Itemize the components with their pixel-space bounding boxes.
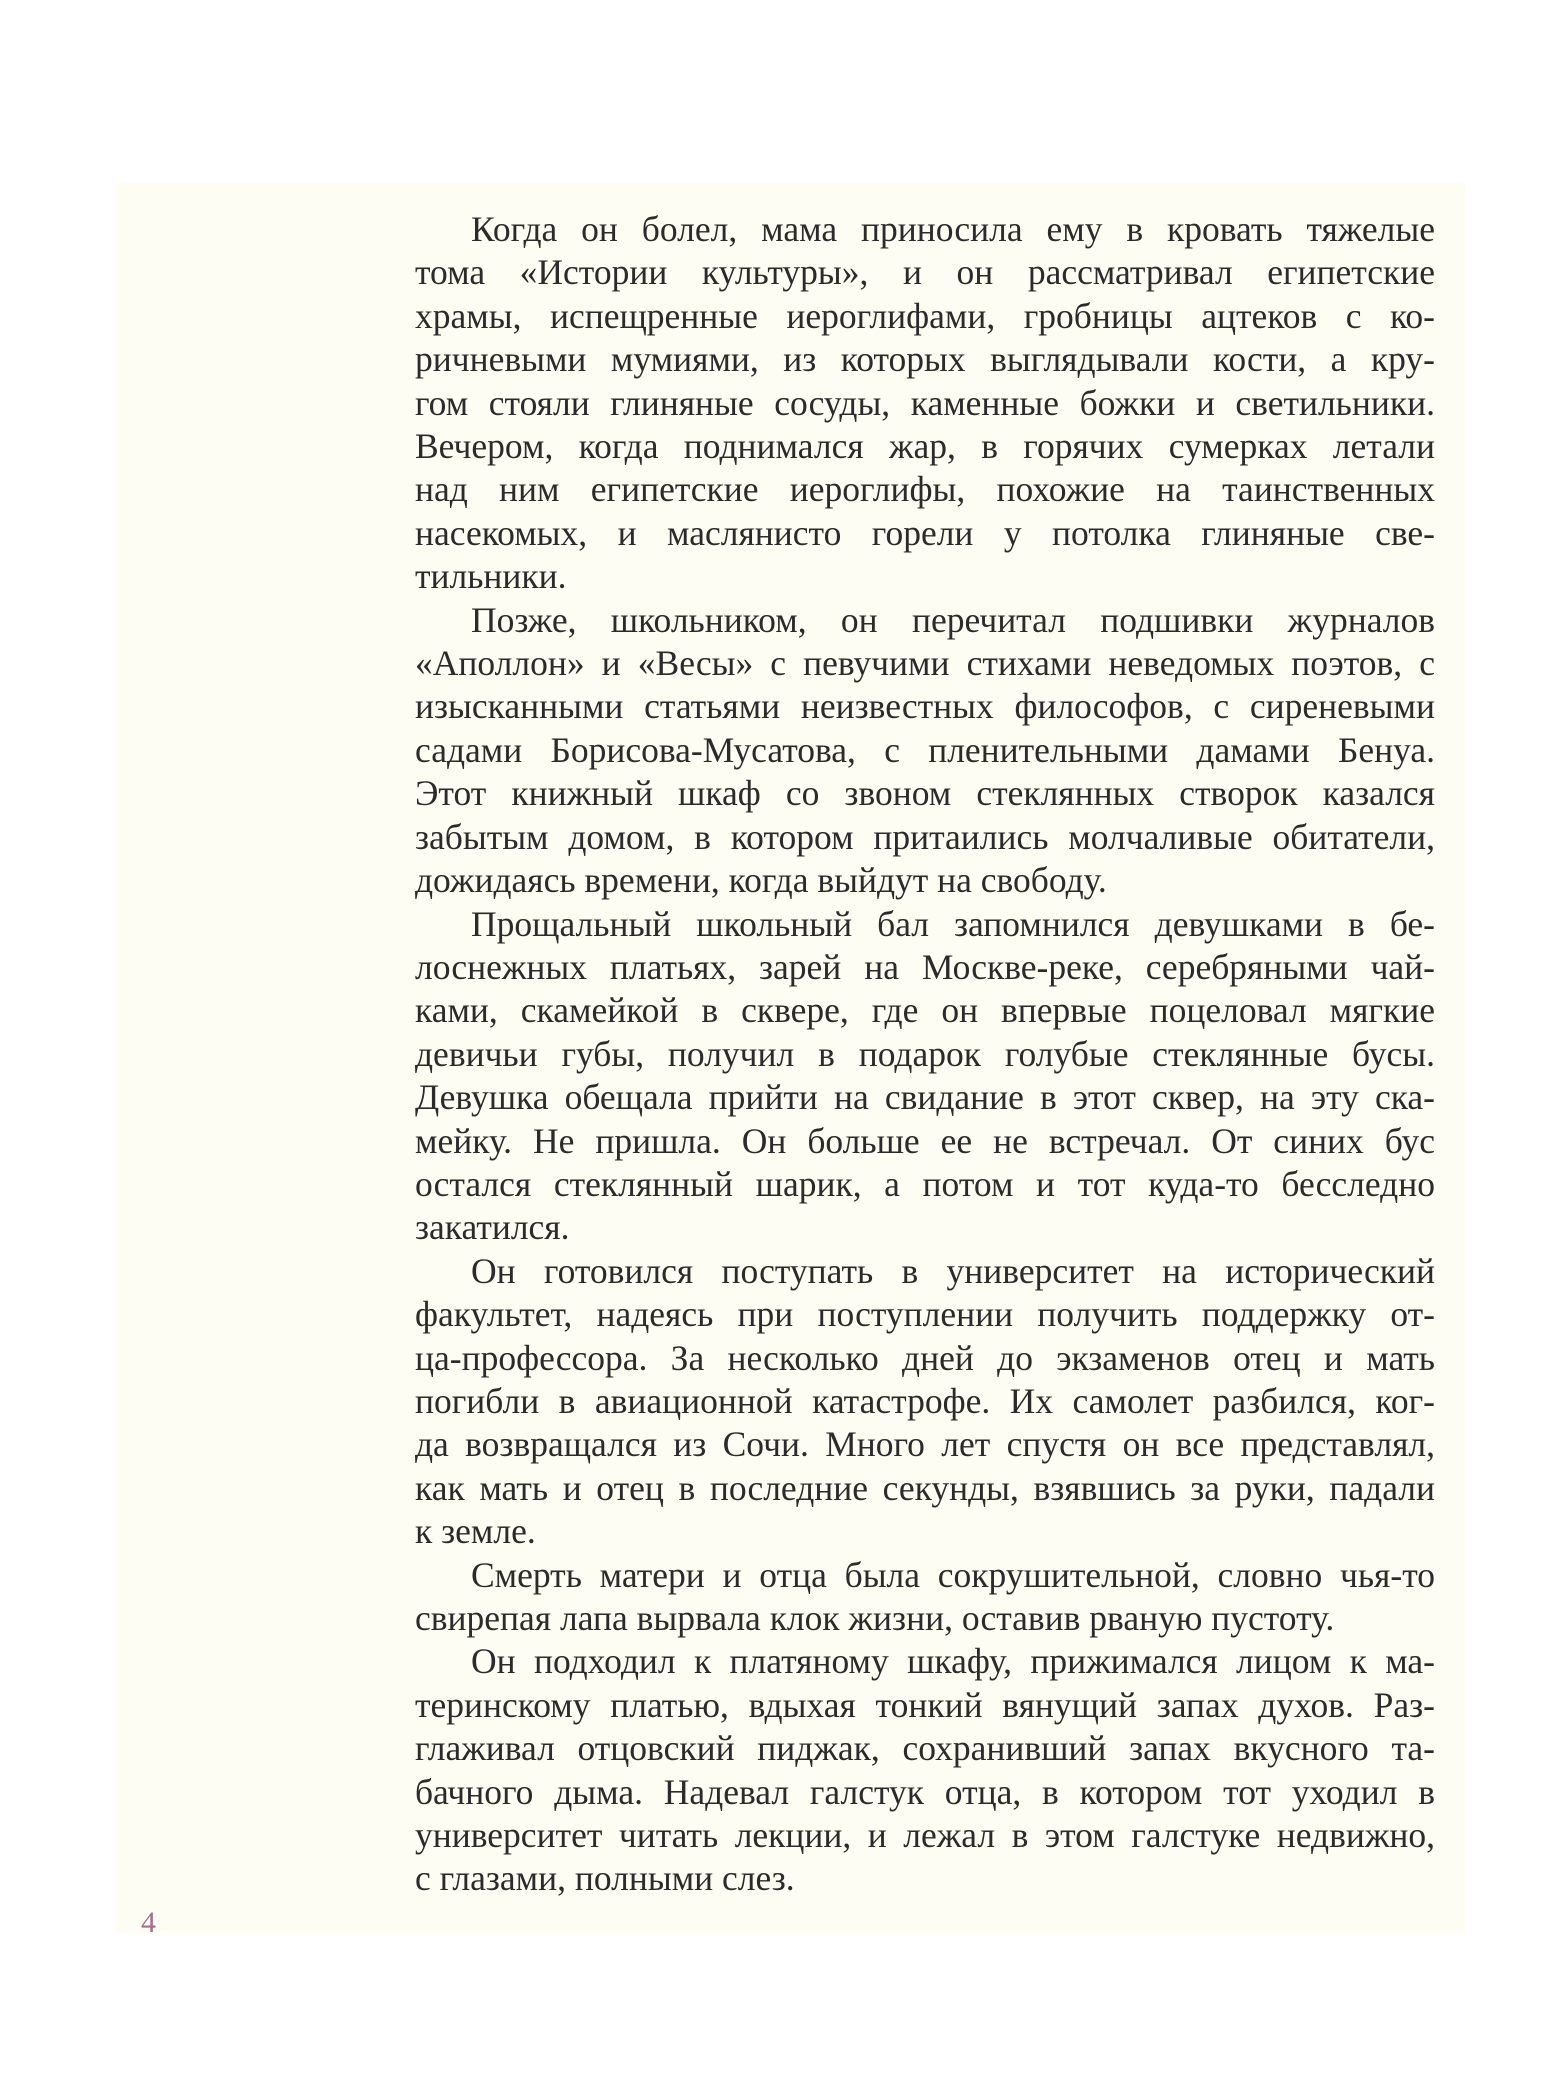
text-line: ками, скамейкой в сквере, где он впервые поцеловал мягкие xyxy=(415,990,1435,1031)
text-line: факультет, надеясь при поступлении получить поддержку от- xyxy=(415,1294,1435,1335)
paragraph xyxy=(415,208,1435,599)
text-line: мейку. Не пришла. Он больше ее не встречал. От синих бус xyxy=(415,1120,1435,1161)
text-line: лоснежных платьях, зарей на Москве-реке, серебряными чай- xyxy=(415,946,1435,987)
text-line: университет читать лекции, и лежал в этом галстуке недвижно, xyxy=(415,1815,1435,1856)
page-number: 4 xyxy=(141,1906,156,1939)
text-line: садами Борисова-Мусатова, с пленительными дамами Бенуа. xyxy=(415,729,1435,770)
text-line: бачного дыма. Надевал галстук отца, в котором тот уходил в xyxy=(415,1771,1435,1812)
text-line: «Аполлон» и «Весы» с певучими стихами неведомых поэтов, с xyxy=(415,643,1435,684)
text-line: как мать и отец в последние секунды, взявшись за руки, падали xyxy=(415,1467,1435,1508)
text-line: к земле. xyxy=(415,1511,536,1552)
text-line: глаживал отцовский пиджак, сохранивший запах вкусного та- xyxy=(415,1728,1435,1769)
text-line: Когда он болел, мама приносила ему в кровать тяжелые xyxy=(471,209,1435,249)
text-line: изысканными статьями неизвестных философов, с сиреневыми xyxy=(415,686,1435,727)
text-line: Вечером, когда поднимался жар, в горячих сумерках летали xyxy=(415,426,1435,467)
text-line: тома «Истории культуры», и он рассматривал египетские xyxy=(415,252,1435,293)
text-line: Смерть матери и отца была сокрушительной, словно чья-то xyxy=(471,1554,1435,1595)
text-line: тильники. xyxy=(415,556,567,597)
text-line: закатился. xyxy=(415,1207,570,1248)
text-line: теринскому платью, вдыхая тонкий вянущий запах духов. Раз- xyxy=(415,1684,1435,1725)
text-line: дожидаясь времени, когда выйдут на свободу. xyxy=(415,860,1107,901)
text-line: над ним египетские иероглифы, похожие на таинственных xyxy=(415,469,1435,510)
text-line: Этот книжный шкаф со звоном стеклянных створок казался xyxy=(415,773,1435,814)
paragraph xyxy=(415,903,1435,1250)
paragraph xyxy=(415,1554,1435,1641)
text-line: остался стеклянный шарик, а потом и тот куда-то бесследно xyxy=(415,1163,1435,1204)
text-line: Он готовился поступать в университет на исторический xyxy=(471,1250,1435,1291)
text-line: Девушка обещала прийти на свидание в этот сквер, на эту ска- xyxy=(415,1077,1435,1118)
text-line: храмы, испещренные иероглифами, гробницы ацтеков с ко- xyxy=(415,295,1435,336)
text-line: погибли в авиационной катастрофе. Их самолет разбился, ког- xyxy=(415,1380,1435,1421)
text-line: свирепая лапа вырвала клок жизни, оставив рваную пустоту. xyxy=(415,1598,1335,1638)
body-text xyxy=(415,208,1435,1901)
text-line: девичьи губы, получил в подарок голубые стеклянные бусы. xyxy=(415,1033,1435,1074)
text-line: Он подходил к платяному шкафу, прижимался лицом к ма- xyxy=(471,1641,1435,1682)
text-line: ца-профессора. За несколько дней до экзаменов отец и мать xyxy=(415,1337,1435,1378)
text-line: ричневыми мумиями, из которых выглядывали кости, а кру- xyxy=(415,339,1435,380)
text-line: забытым домом, в котором притаились молчаливые обитатели, xyxy=(415,816,1435,857)
paragraph xyxy=(415,599,1435,903)
text-line: с глазами, полными слез. xyxy=(415,1858,795,1899)
text-line: гом стояли глиняные сосуды, каменные божки и светильники. xyxy=(415,382,1435,423)
paragraph xyxy=(415,1640,1435,1900)
text-line: да возвращался из Сочи. Много лет спустя он все представлял, xyxy=(415,1424,1435,1465)
text-line: Позже, школьником, он перечитал подшивки журналов xyxy=(471,599,1435,640)
text-line: Прощальный школьный бал запомнился девушками в бе- xyxy=(471,903,1435,944)
paragraph xyxy=(415,1250,1435,1554)
text-line: насекомых, и маслянисто горели у потолка глиняные све- xyxy=(415,512,1435,553)
